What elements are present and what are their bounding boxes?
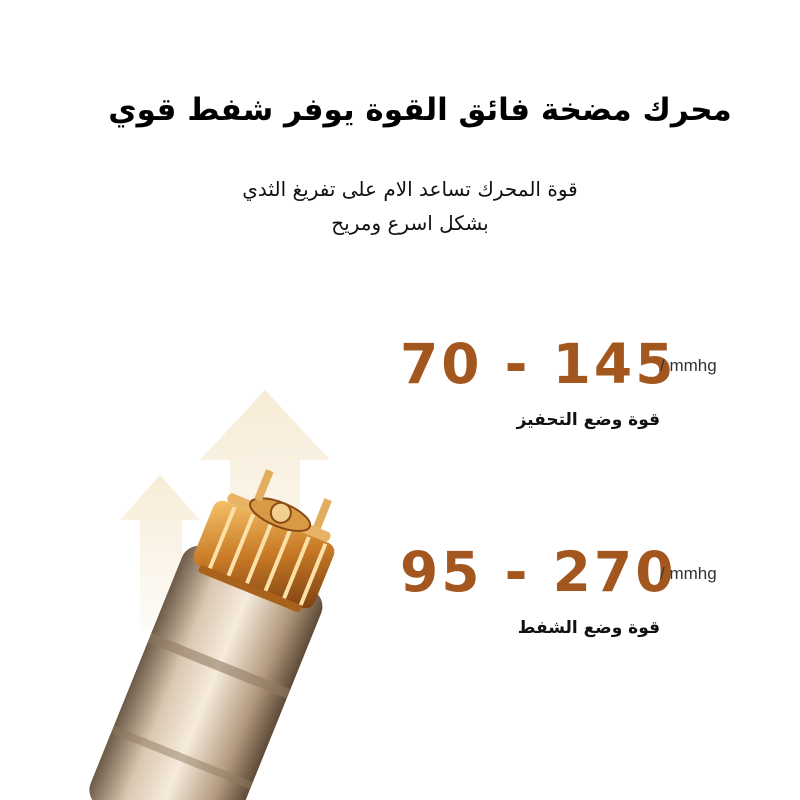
subtitle-line-2: بشكل اسرع ومريح [331,211,489,235]
subtitle-line-1: قوة المحرك تساعد الام على تفريغ الثدي [242,177,578,201]
spec-stimulation-unit: / mmhg [660,356,717,375]
spec-stimulation-range: 70 - 145 [400,332,677,396]
spec-suction-label: قوة وضع الشفط [517,618,660,638]
spec-suction [380,540,760,638]
motor-illustration [0,330,420,800]
subtitle [120,172,700,240]
motor-body [73,452,364,800]
spec-suction-unit: / mmhg [660,564,717,583]
headline: محرك مضخة فائق القوة يوفر شفط قوي [108,92,732,128]
spec-stimulation-label: قوة وضع التحفيز [516,410,660,430]
spec-suction-range: 95 - 270 [400,540,677,604]
spec-stimulation [380,332,760,430]
